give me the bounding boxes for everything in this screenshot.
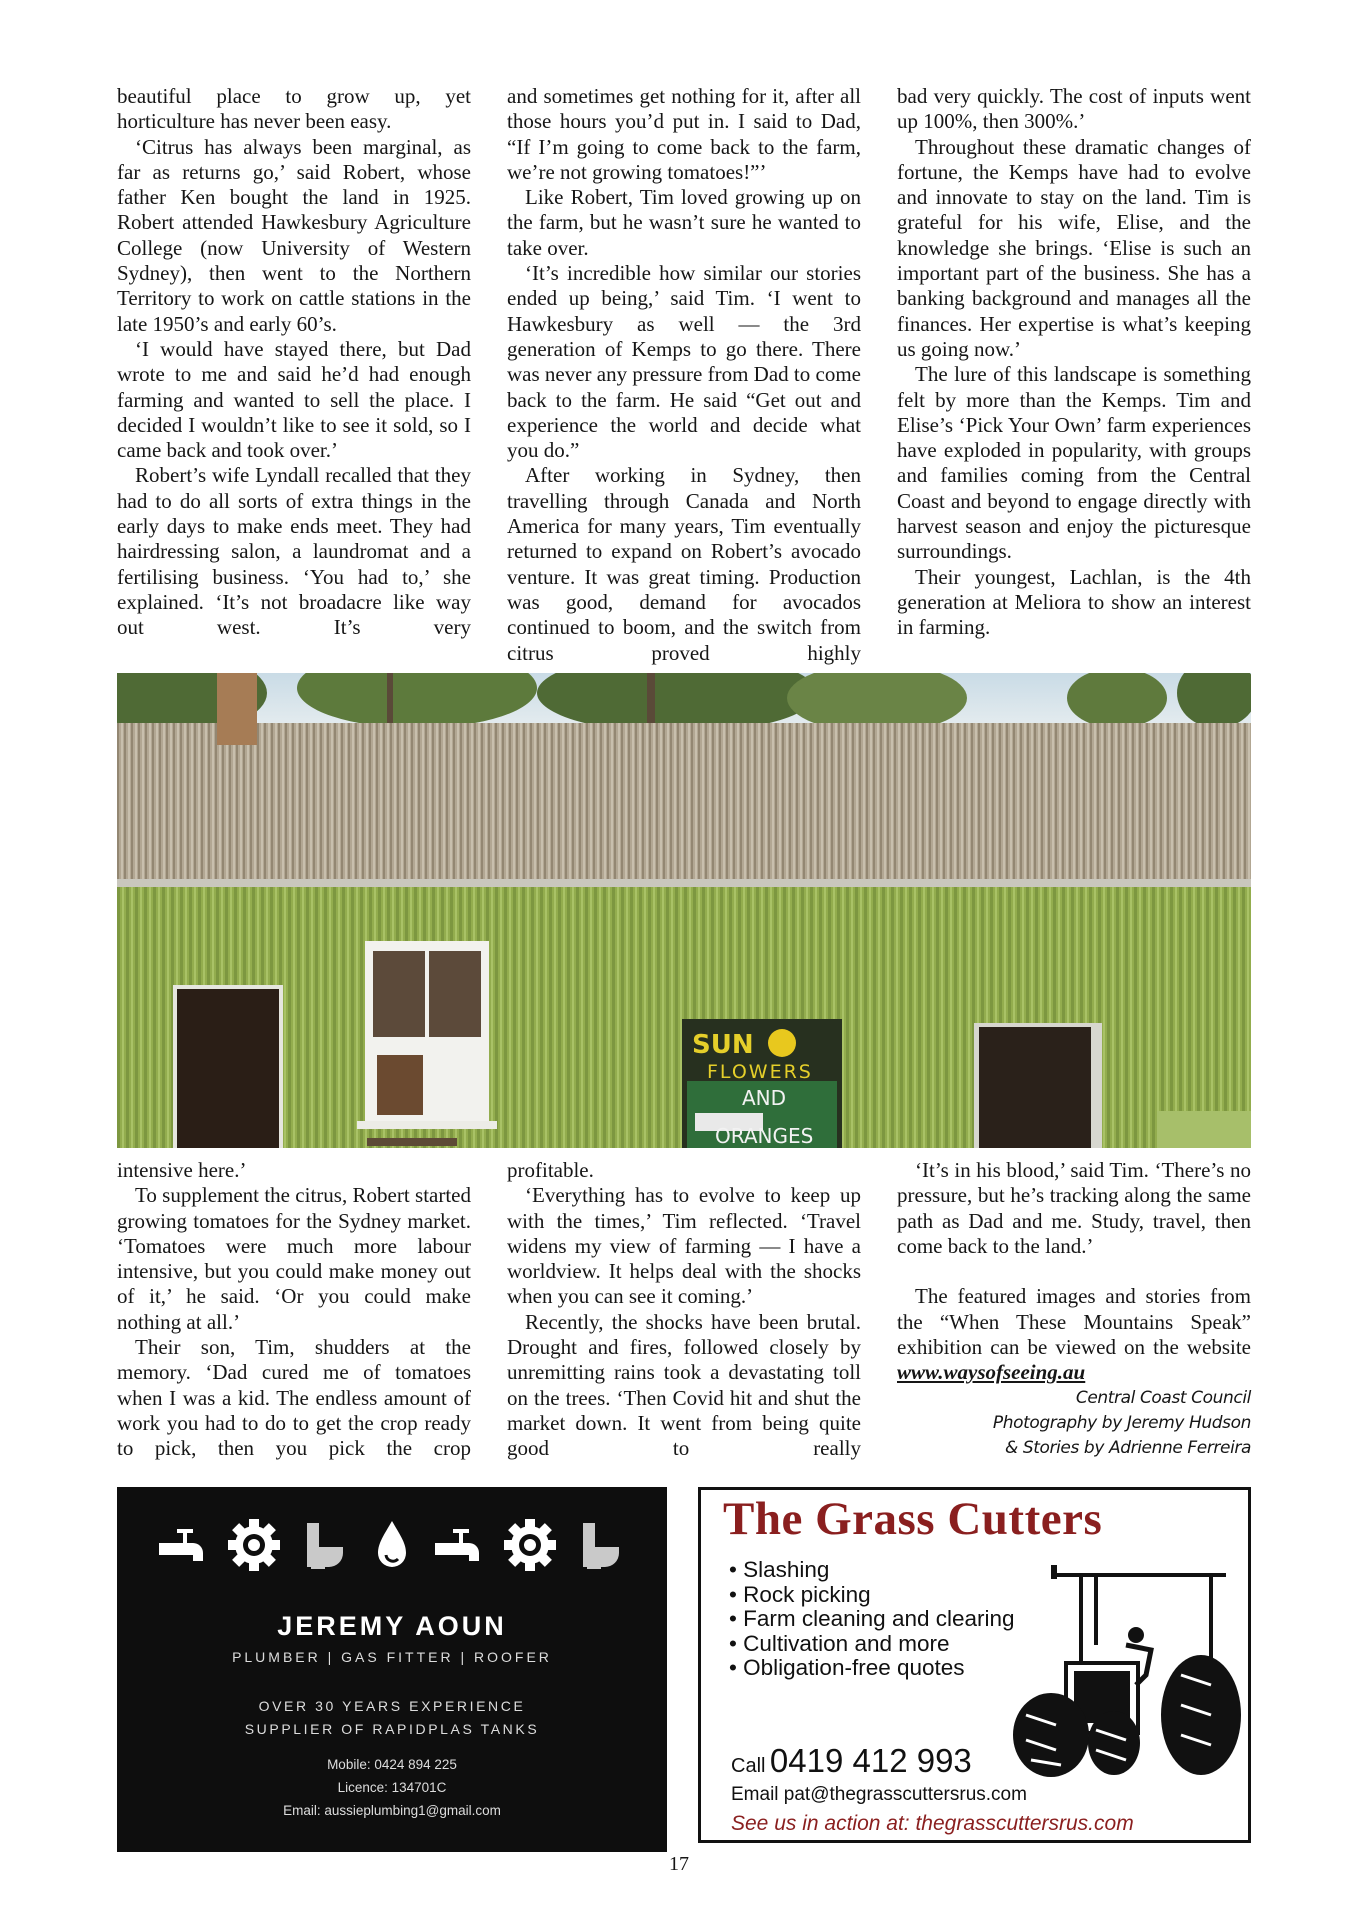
business-owner-name: JEREMY AOUN xyxy=(277,1611,507,1641)
tractor-icon xyxy=(996,1565,1246,1780)
article-column-1-bottom xyxy=(117,1158,471,1462)
paragraph: bad very quickly. The cost of inputs went up 100%, then 300%.’ xyxy=(897,84,1251,134)
sign-text: SUN xyxy=(692,1030,754,1060)
paragraph: Robert’s wife Lyndall recalled that they had to do all sorts of extra things in the early days to make ends meet. They had hairdressing salon, a laundromat and a fertilising business. ‘You had to,’ she explained. ‘It’s not broadacre like way out west. It’s very xyxy=(117,463,471,640)
sign-text: ORANGES xyxy=(715,1124,814,1148)
sunflowers-oranges-sign xyxy=(682,1019,842,1148)
right-doorway xyxy=(979,1027,1091,1148)
sign-text: AND xyxy=(742,1086,787,1110)
experience-block xyxy=(117,1695,667,1741)
article-column-2-bottom xyxy=(507,1158,861,1462)
service-item: • Rock picking xyxy=(729,1583,1015,1608)
supplier-text: SUPPLIER OF RAPIDPLAS TANKS xyxy=(244,1721,540,1737)
article-column-3-top xyxy=(897,84,1251,641)
gear-icon xyxy=(502,1517,558,1573)
website-link[interactable]: www.waysofseeing.au xyxy=(897,1360,1086,1385)
tap-icon xyxy=(157,1517,213,1573)
sign-text: FLOWERS xyxy=(707,1061,813,1083)
ad-title: The Grass Cutters xyxy=(723,1493,1103,1545)
paragraph xyxy=(897,1284,1251,1385)
service-item: • Cultivation and more xyxy=(729,1632,1015,1657)
service-item: • Obligation-free quotes xyxy=(729,1656,1015,1681)
paragraph: After working in Sydney, then travelling through Canada and North America for many years, Tim eventually returned to expand on Robert’s avocado venture. It was great timing. Production was good, demand for avocados continued to boom, and the switch from citrus proved highly xyxy=(507,463,861,665)
call-label: Call xyxy=(731,1755,766,1777)
paragraph: ‘Everything has to evolve to keep up with the times,’ Tim reflected. ‘Travel widens my view of farming — I have a worldview. It helps deal with the shocks when you can see it coming.’ xyxy=(507,1183,861,1309)
plumber-advertisement xyxy=(117,1487,667,1852)
paragraph: profitable. xyxy=(507,1158,594,1182)
email-address: Email pat@thegrasscuttersrus.com xyxy=(731,1784,1027,1805)
left-doorway xyxy=(177,989,279,1148)
mobile-number: Mobile: 0424 894 225 xyxy=(327,1757,457,1772)
chimney xyxy=(217,673,257,745)
paragraph: Their son, Tim, shudders at the memory. ‘Dad cured me of tomatoes when I was a kid. The endless amount of work you had to do to get the crop ready to pick, then you pick the crop xyxy=(117,1335,471,1461)
paragraph: ‘It’s in his blood,’ said Tim. ‘There’s no pressure, but he’s tracking along the same path as Dad and me. Study, travel, then come back to the land.’ xyxy=(897,1158,1251,1258)
services-list xyxy=(729,1558,1015,1681)
service-item: • Farm cleaning and clearing xyxy=(729,1607,1015,1632)
tap-icon xyxy=(433,1517,489,1573)
paragraph: ‘It’s incredible how similar our stories ended up being,’ said Tim. ‘I went to Hawkesbury as well — the 3rd generation of Kemps to go there. There was never any pressure from Dad to come back to the farm. He said “Get out and experience the world and decide what you do.” xyxy=(507,261,861,463)
paragraph: The lure of this landscape is something felt by more than the Kemps. Tim and Elise’s ‘Pick Your Own’ farm experiences have exploded in popularity, with groups and families coming from the Central Coast and beyond to engage directly with harvest season and enjoy the picturesque surroundings. xyxy=(897,362,1251,564)
paragraph-text: The featured images and stories from the “When These Mountains Speak” exhibition can be viewed on the website xyxy=(897,1284,1251,1360)
shed-illustration xyxy=(117,673,1251,1148)
toilet-icon xyxy=(295,1517,351,1573)
trade-list: PLUMBER | GAS FITTER | ROOFER xyxy=(232,1649,552,1665)
credit-line: Central Coast Council xyxy=(1075,1387,1251,1408)
article-column-1-top xyxy=(117,84,471,641)
paragraph: ‘I would have stayed there, but Dad wrote to me and said he’d had enough farming and wanted to sell the place. I decided I wouldn’t like to see it sold, so I came back and took over.’ xyxy=(117,336,471,463)
paragraph: Like Robert, Tim loved growing up on the farm, but he wasn’t sure he wanted to take over. xyxy=(507,185,861,260)
small-shed xyxy=(1157,1111,1251,1148)
water-drop-icon xyxy=(364,1517,420,1573)
toilet-icon xyxy=(571,1517,627,1573)
article-column-3-bottom xyxy=(897,1158,1251,1462)
paragraph: and sometimes get nothing for it, after all those hours you’d put in. I said to Dad, “If I’m going to come back to the farm, we’re not growing tomatoes!”’ xyxy=(507,84,861,184)
licence-number: Licence: 134701C xyxy=(337,1780,447,1795)
credit-line: Photography by Jeremy Hudson xyxy=(992,1412,1251,1433)
farm-shed-photo xyxy=(117,673,1251,1148)
experience-text: OVER 30 YEARS EXPERIENCE xyxy=(258,1698,526,1714)
paragraph: Recently, the shocks have been brutal. Drought and fires, followed closely by unremitting rains took a devastating toll on the trees. ‘Then Covid hit and shut the market down. It went from being quite good to really xyxy=(507,1309,861,1461)
gear-icon xyxy=(226,1517,282,1573)
page-number: 17 xyxy=(669,1853,689,1875)
paragraph: ‘Citrus has always been marginal, as far as returns go,’ said Robert, whose father Ken bought the land in 1925. Robert attended Hawkesbury Agriculture College (now University of Western Sydney), then went to the Northern Territory to work on cattle stations in the late 1950’s and early 60’s. xyxy=(117,134,471,336)
credit-line: & Stories by Adrienne Ferreira xyxy=(1004,1438,1251,1459)
paragraph: beautiful place to grow up, yet horticulture has never been easy. xyxy=(117,84,471,134)
service-item: • Slashing xyxy=(729,1558,1015,1583)
phone-number: 0419 412 993 xyxy=(769,1742,972,1779)
paragraph: intensive here.’ xyxy=(117,1158,247,1182)
website-text: See us in action at: thegrasscuttersrus.com xyxy=(731,1812,1134,1835)
paragraph: Throughout these dramatic changes of fortune, the Kemps have had to evolve and innovate to stay on the land. Tim is grateful for his wife, Elise, and the knowledge she brings. ‘Elise is such an important part of the business. She has a banking background and manages all the finances. Her expertise is what’s keeping us going now.’ xyxy=(897,134,1251,361)
article-column-2-top xyxy=(507,84,861,666)
paragraph: Their youngest, Lachlan, is the 4th generation at Meliora to show an interest in farming. xyxy=(897,564,1251,640)
email-address: Email: aussieplumbing1@gmail.com xyxy=(283,1803,501,1818)
contact-block xyxy=(117,1753,667,1822)
paragraph: To supplement the citrus, Robert started growing tomatoes for the Sydney market. ‘Tomatoes were much more labour intensive, but you could make money out of it,’ he said. ‘Or you could make nothing at all.’ xyxy=(117,1183,471,1334)
grass-cutters-advertisement xyxy=(698,1487,1251,1843)
icon-row xyxy=(157,1517,627,1572)
phone-line xyxy=(731,1742,972,1780)
